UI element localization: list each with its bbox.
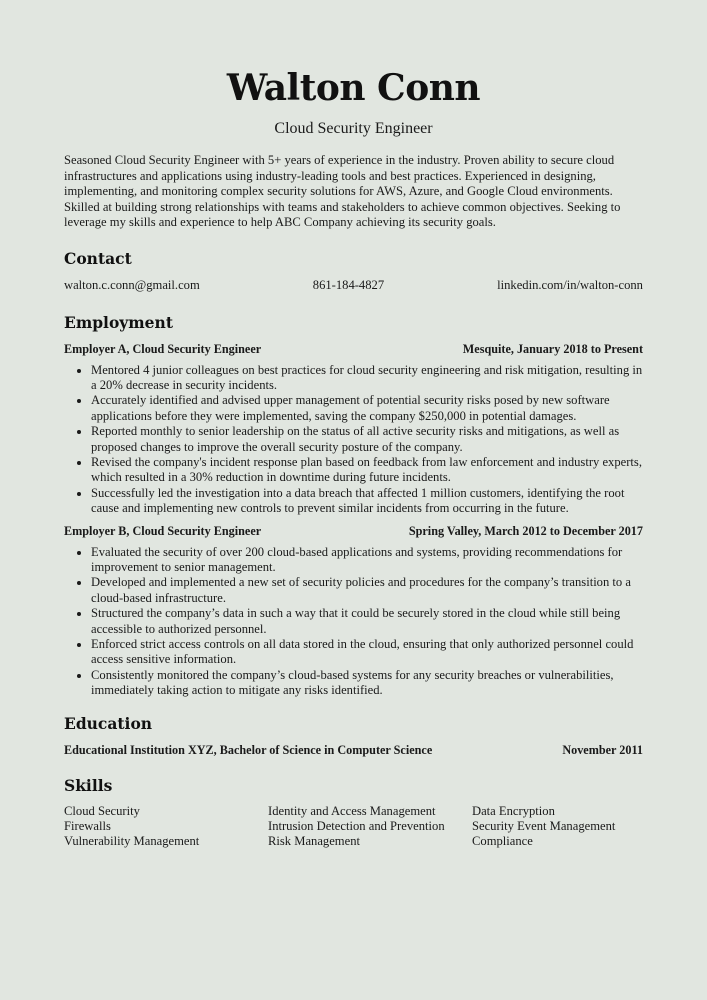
candidate-name: Walton Conn bbox=[226, 67, 481, 109]
skill-item: Risk Management bbox=[268, 834, 360, 849]
skill-item: Vulnerability Management bbox=[64, 834, 200, 849]
list-item: • Mentored 4 junior colleagues on best practices for cloud security engineering and risk mitigation, resulting in a 20% decrease in security incidents. bbox=[91, 363, 643, 394]
list-item: • Reported monthly to senior leadership on the status of all active security risks and mitigations, as well as proposed changes to improve the overall security posture of the company. bbox=[91, 424, 643, 455]
contact-heading: Contact bbox=[64, 248, 132, 268]
skill-item: Security Event Management bbox=[472, 819, 616, 834]
skill-item: Identity and Access Management bbox=[268, 803, 436, 818]
list-item: • Successfully led the investigation into a data breach that affected 1 million customers, identifying the root cause and implementing new controls to prevent similar incidents from occurring in the future. bbox=[91, 486, 643, 517]
job-location-date: Mesquite, January 2018 to Present bbox=[462, 341, 643, 356]
skill-item: Compliance bbox=[472, 834, 533, 849]
skills-grid bbox=[64, 804, 643, 850]
list-item: • Developed and implemented a new set of security policies and procedures for the company’s transition to a cloud-based infrastructure. bbox=[91, 575, 643, 606]
skills-heading: Skills bbox=[64, 775, 113, 795]
job-header bbox=[64, 341, 643, 357]
job-employer: Employer A, Cloud Security Engineer bbox=[64, 341, 262, 356]
education-heading: Education bbox=[64, 713, 153, 733]
list-item: • Evaluated the security of over 200 cloud-based applications and systems, providing recommendations for improvement to senior management. bbox=[91, 545, 643, 576]
email-text: walton.c.conn@gmail.com bbox=[64, 277, 200, 292]
skill-item: Cloud Security bbox=[64, 803, 140, 818]
summary-paragraph: Seasoned Cloud Security Engineer with 5+ years of experience in the industry. Proven ability to secure cloud infrastructures and applications using industry-leading tools and best practices. Experienced in designing, implementing, and monitoring complex security solutions for AWS, Azure, and Google Cloud environments. Skilled at building strong relationships with teams and stakeholders to achieve common objectives. Seeking to leverage my skills and experience to help ABC Company achieving its security goals. bbox=[64, 153, 621, 229]
list-item: • Structured the company’s data in such a way that it could be securely stored in the cloud while still being accessible to authorized personnel. bbox=[91, 606, 643, 637]
job-bullets bbox=[64, 363, 643, 517]
phone-text: 861-184-4827 bbox=[312, 277, 385, 292]
education-row bbox=[64, 742, 643, 758]
skill-item: Firewalls bbox=[64, 819, 111, 834]
skill-item: Intrusion Detection and Prevention bbox=[268, 819, 445, 834]
job-header bbox=[64, 523, 643, 539]
linkedin-text: linkedin.com/in/walton-conn bbox=[497, 277, 643, 292]
list-item: • Accurately identified and advised upper management of potential security risks posed by new software applications before they were implemented, saving the company $250,000 in potential damages. bbox=[91, 393, 643, 424]
education-institution: Educational Institution XYZ, Bachelor of Science in Computer Science bbox=[64, 742, 433, 757]
employment-heading: Employment bbox=[64, 312, 173, 332]
skill-item: Data Encryption bbox=[472, 803, 555, 818]
education-date: November 2011 bbox=[562, 742, 643, 757]
list-item: • Consistently monitored the company’s cloud-based systems for any security breaches or vulnerabilities, immediately taking action to mitigate any risks identified. bbox=[91, 668, 643, 699]
list-item: • Enforced strict access controls on all data stored in the cloud, ensuring that only authorized personnel could access sensitive information. bbox=[91, 637, 643, 668]
job-employer: Employer B, Cloud Security Engineer bbox=[64, 523, 262, 538]
job-bullets bbox=[64, 545, 643, 699]
job-location-date: Spring Valley, March 2012 to December 2017 bbox=[408, 523, 643, 538]
contact-row bbox=[64, 277, 643, 293]
job-title: Cloud Security Engineer bbox=[274, 120, 433, 137]
list-item: • Revised the company's incident response plan based on feedback from law enforcement and industry experts, which resulted in a 30% reduction in downtime during future incidents. bbox=[91, 455, 643, 486]
